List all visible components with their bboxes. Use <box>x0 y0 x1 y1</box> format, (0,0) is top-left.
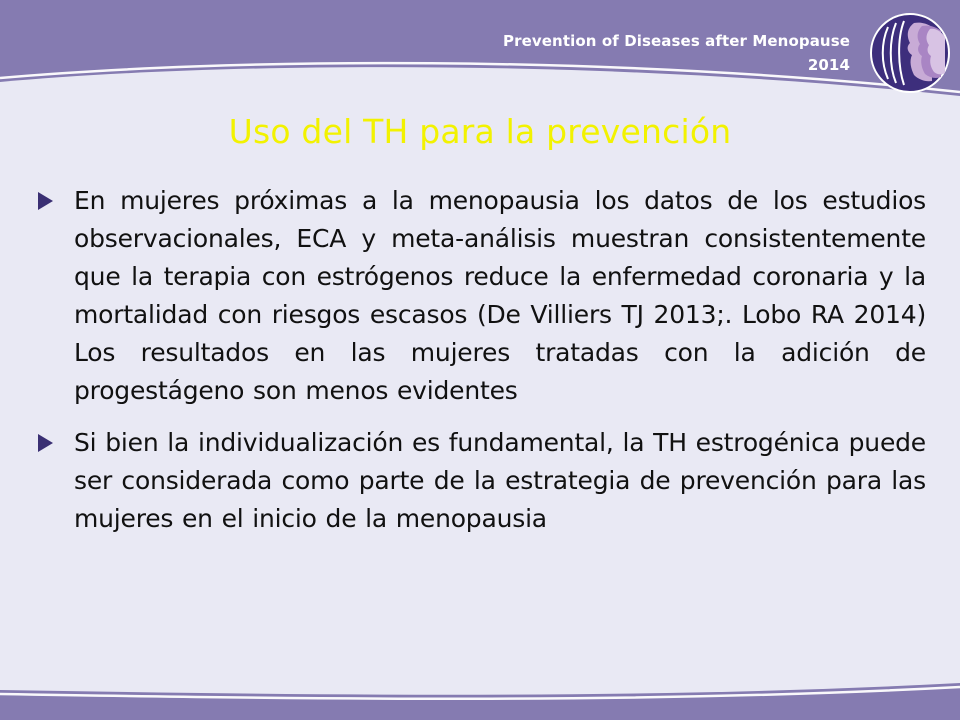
bullet-item <box>34 182 926 410</box>
header-year: 2014 <box>807 56 850 74</box>
bullet-text: En mujeres próximas a la menopausia los datos de los estudios observacionales, ECA y meta-análisis muestran consistentemente que la terapia con estrógenos reduce la enfermedad coronaria y la mortalidad con riesgos escasos (De Villiers TJ 2013;. Lobo RA 2014) Los resultados en las mujeres tratadas con la adición de progestágeno son menos evidentes <box>74 186 926 405</box>
triangle-bullet-icon <box>38 434 53 452</box>
bullet-list <box>34 182 926 552</box>
slide-title: Uso del TH para la prevención <box>228 112 732 151</box>
women-profiles-logo-icon <box>870 13 950 93</box>
bullet-item <box>34 424 926 538</box>
header-title: Prevention of Diseases after Menopause <box>503 32 850 50</box>
bullet-text: Si bien la individualización es fundamental, la TH estrogénica puede ser considerada como parte de la estrategia de prevención para las mujeres en el inicio de la menopausia <box>74 428 926 533</box>
header-caption <box>430 29 850 77</box>
triangle-bullet-icon <box>38 192 53 210</box>
